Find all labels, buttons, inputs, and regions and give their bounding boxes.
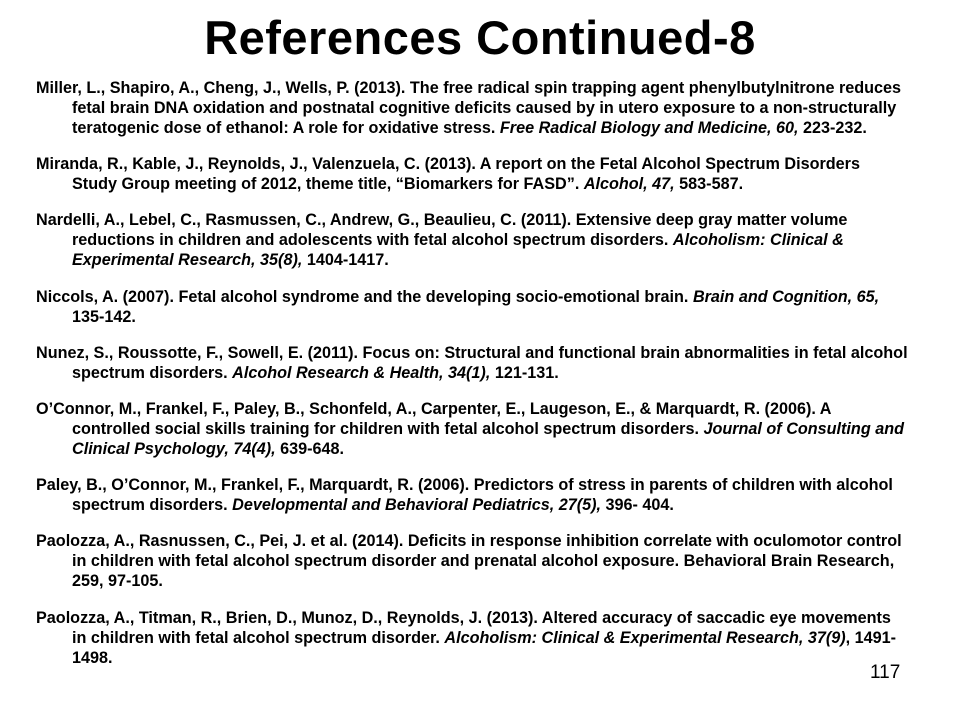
reference-text: Niccols, A. (2007). Fetal alcohol syndrome and the developing socio-emotional brain. bbox=[36, 287, 693, 306]
journal-citation: Journal of Consulting and Clinical Psychology, 74(4), bbox=[72, 419, 904, 458]
reference-list bbox=[36, 78, 908, 668]
reference-text: Paley, B., O’Connor, M., Frankel, F., Marquardt, R. (2006). Predictors of stress in parents of children with alcohol spectrum disorders. bbox=[36, 476, 893, 515]
reference-pages: 1404-1417. bbox=[302, 251, 389, 270]
reference-pages: 121-131. bbox=[490, 363, 559, 382]
page-number: 117 bbox=[870, 662, 901, 683]
reference-text: Nunez, S., Roussotte, F., Sowell, E. (2011). Focus on: Structural and functional brain abnormalities in fetal alcohol spectrum disorders. bbox=[36, 343, 908, 382]
journal-citation: Developmental and Behavioral Pediatrics, 27(5), bbox=[232, 496, 601, 515]
reference-entry bbox=[36, 78, 908, 138]
reference-pages: 639-648. bbox=[275, 439, 345, 458]
reference-pages: 583-587. bbox=[674, 175, 744, 194]
reference-text: Miller, L., Shapiro, A., Cheng, J., Wells, P. (2013). The free radical spin trapping agent phenylbutylnitrone reduces fetal brain DNA oxidation and postnatal cognitive deficits caused by in utero exposure to a non-structurally teratogenic dose of ethanol: A role for oxidative stress. bbox=[36, 79, 902, 137]
journal-citation: Alcohol Research & Health, 34(1), bbox=[232, 363, 491, 382]
reference-pages: 396- 404. bbox=[601, 496, 674, 515]
journal-citation: Free Radical Biology and Medicine, 60, bbox=[499, 119, 799, 137]
reference-pages: , 1491-1498. bbox=[72, 628, 897, 667]
reference-entry bbox=[36, 154, 908, 194]
journal-citation: Alcohol, 47, bbox=[583, 175, 675, 194]
reference-entry bbox=[36, 531, 908, 591]
journal-citation: Brain and Cognition, 65, bbox=[692, 287, 880, 306]
reference-entry bbox=[36, 287, 908, 327]
slide-title: References Continued-8 bbox=[204, 11, 756, 64]
reference-pages: 223-232. bbox=[798, 119, 867, 137]
reference-pages: 135-142. bbox=[72, 307, 136, 326]
reference-entry bbox=[36, 608, 908, 668]
reference-text: Miranda, R., Kable, J., Reynolds, J., Valenzuela, C. (2013). A report on the Fetal Alcohol Spectrum Disorders Study Group meeting of 2012, theme title, “Biomarkers for FASD”. bbox=[36, 155, 860, 194]
journal-citation: Alcoholism: Clinical & Experimental Research, 35(8), bbox=[72, 231, 844, 270]
reference-text: Nardelli, A., Lebel, C., Rasmussen, C., Andrew, G., Beaulieu, C. (2011). Extensive deep gray matter volume reductions in children and adolescents with fetal alcohol spectrum disorders. bbox=[36, 211, 848, 250]
reference-entry bbox=[36, 343, 908, 383]
reference-entry bbox=[36, 399, 908, 459]
reference-entry bbox=[36, 475, 908, 515]
journal-citation: Alcoholism: Clinical & Experimental Research, 37(9) bbox=[444, 628, 846, 647]
reference-text: Paolozza, A., Rasnussen, C., Pei, J. et al. (2014). Deficits in response inhibition correlate with oculomotor control in children with fetal alcohol spectrum disorder and prenatal alcohol exposure. Behavioral Brain Research, 259, 97-105. bbox=[36, 532, 902, 591]
reference-text: Paolozza, A., Titman, R., Brien, D., Munoz, D., Reynolds, J. (2013). Altered accuracy of saccadic eye movements in children with fetal alcohol spectrum disorder. bbox=[36, 608, 891, 647]
reference-entry bbox=[36, 210, 908, 270]
reference-text: O’Connor, M., Frankel, F., Paley, B., Schonfeld, A., Carpenter, E., Laugeson, E., & Marquardt, R. (2006). A controlled social skills training for children with fetal alcohol spectrum disorders. bbox=[36, 399, 831, 438]
